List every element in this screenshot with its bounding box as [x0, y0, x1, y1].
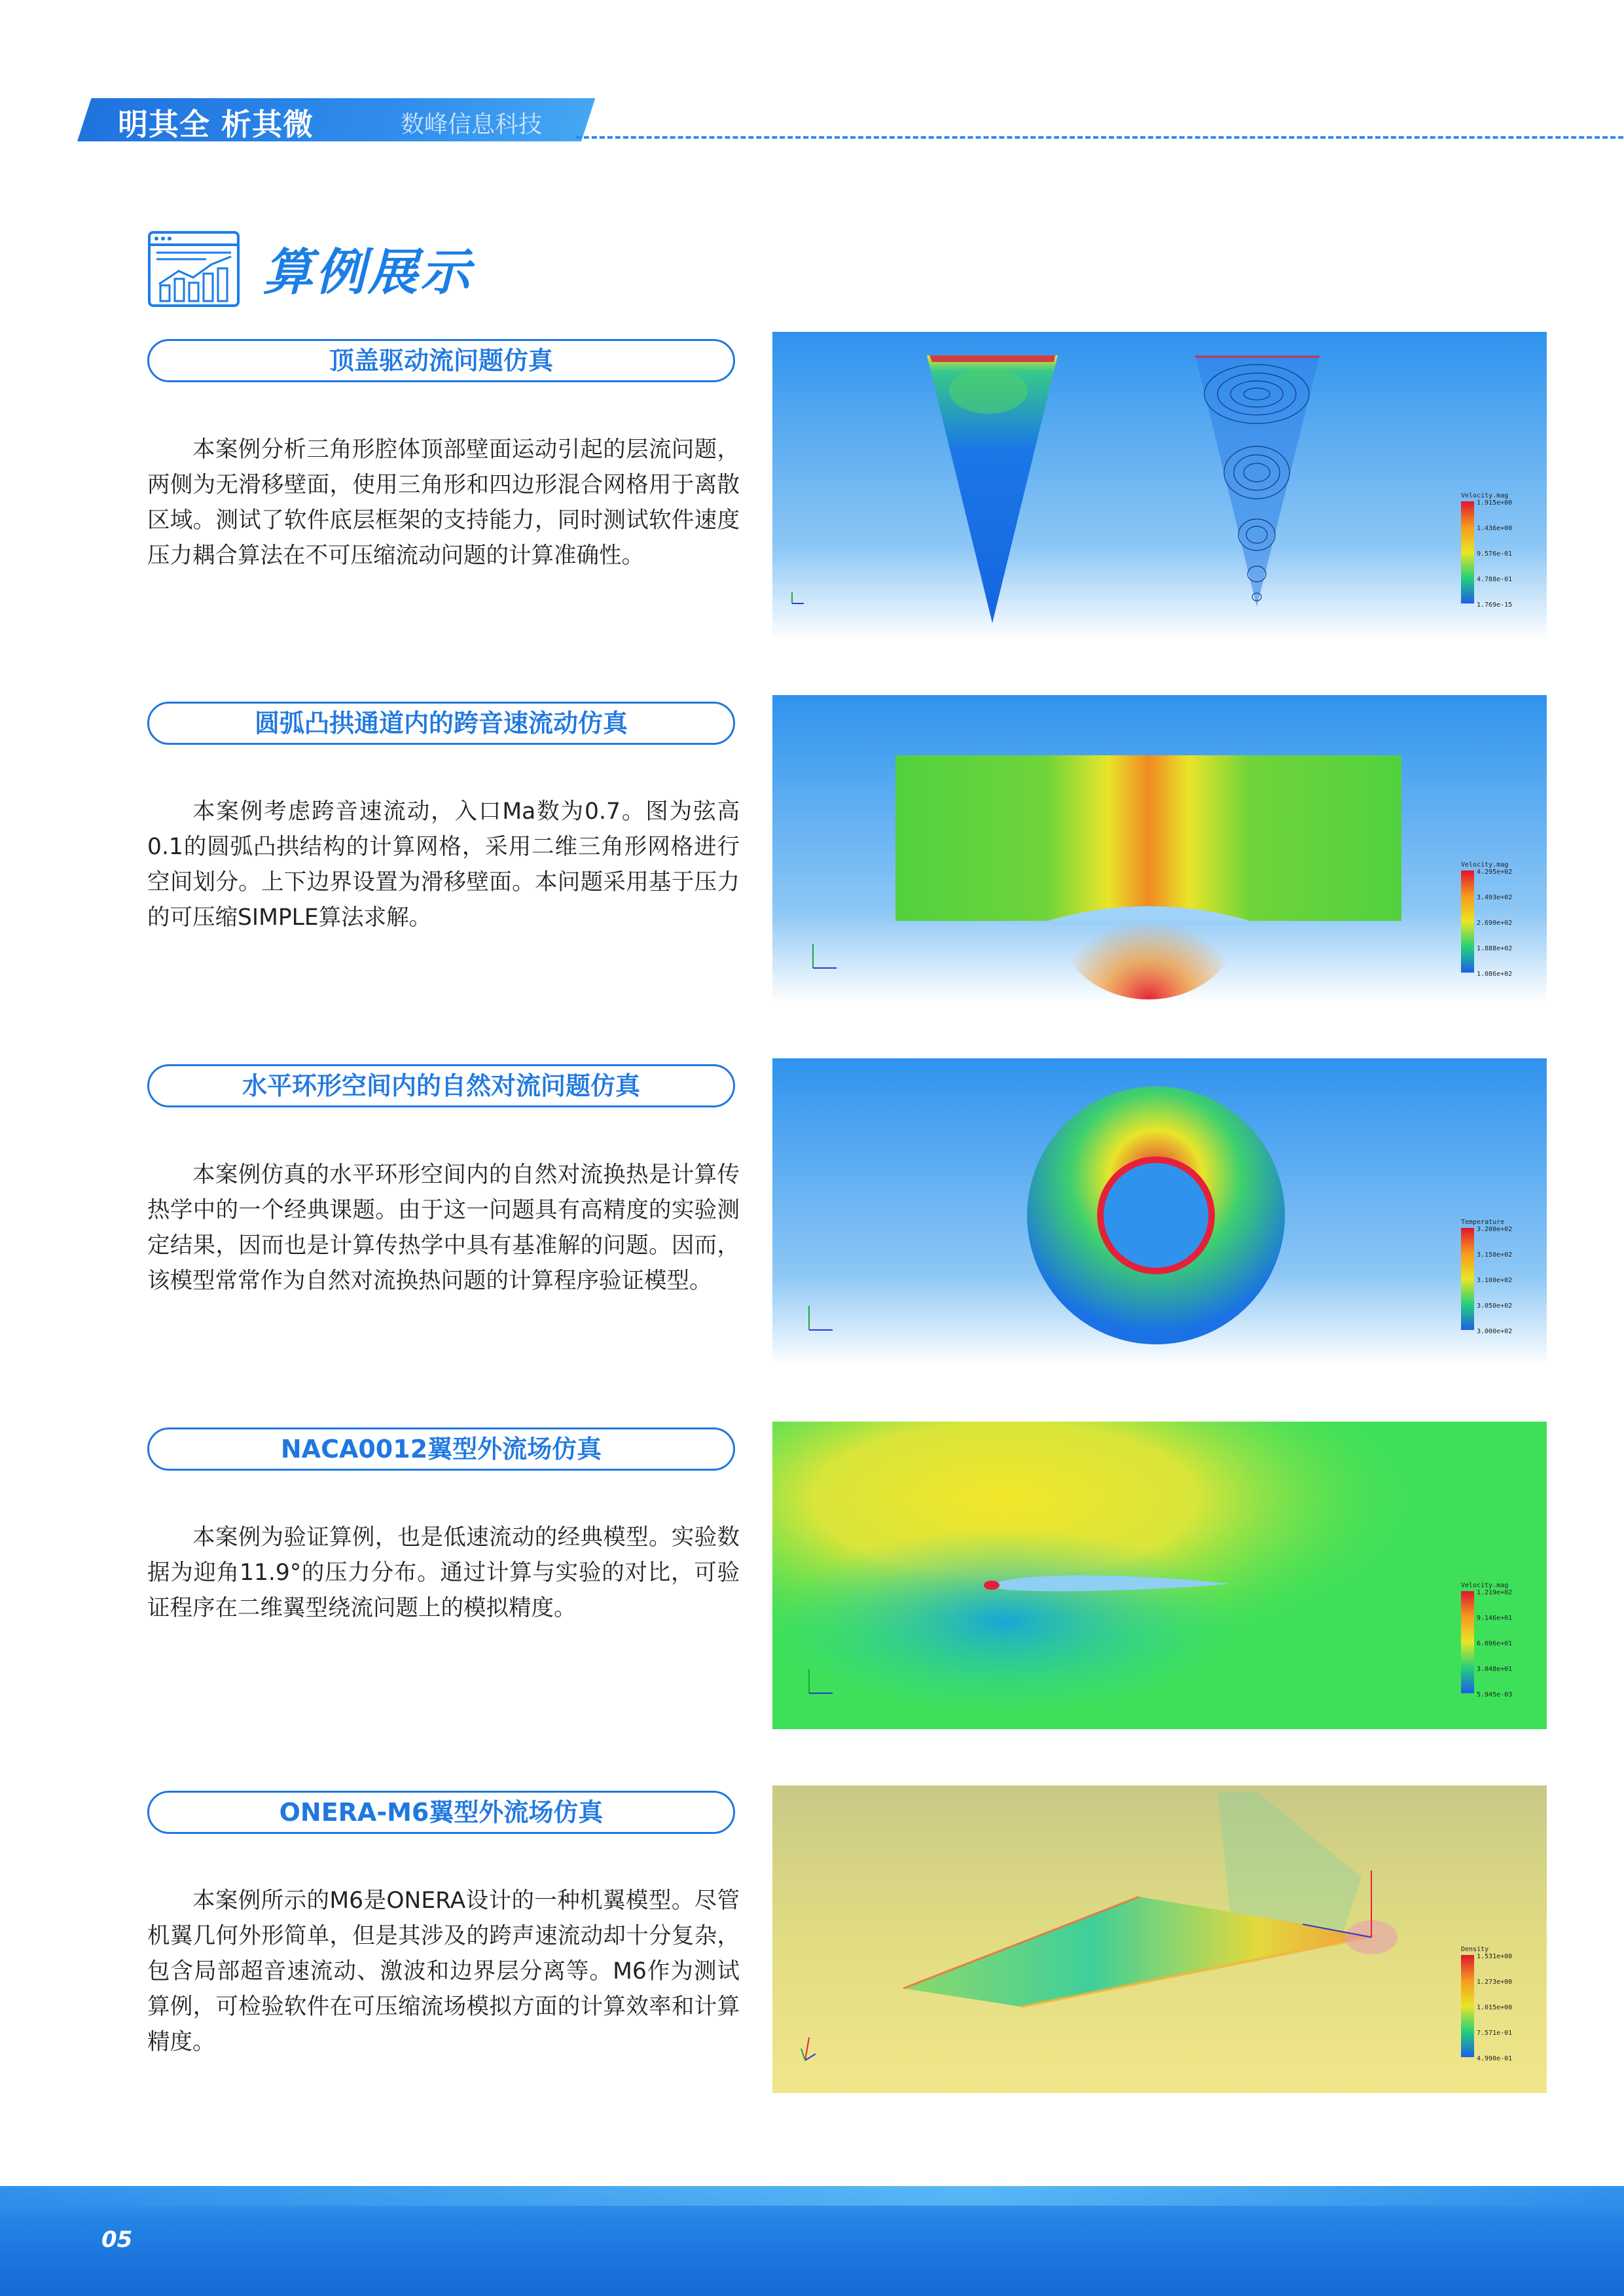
case-3-legend-tick: 3.150e+02	[1477, 1251, 1513, 1259]
case-1-simulation-image	[772, 332, 1547, 639]
header-title: 明其全 析其微	[118, 107, 314, 142]
case-2-label: 圆弧凸拱通道内的跨音速流动仿真	[147, 702, 735, 745]
section-title: 算例展示	[263, 243, 473, 301]
case-1-legend-tick: 1.769e-15	[1477, 601, 1513, 609]
case-1-legend-tick: 4.788e-01	[1477, 576, 1513, 583]
case-1-legend-tick: 1.436e+00	[1477, 525, 1513, 532]
case-1-label: 顶盖驱动流问题仿真	[147, 339, 735, 382]
case-5-legend-tick: 1.015e+00	[1477, 2004, 1513, 2011]
footer-stripe	[0, 2186, 1624, 2206]
case-4-legend-tick: 6.096e+01	[1477, 1640, 1513, 1647]
case-4-text: 本案例为验证算例，也是低速流动的经典模型。实验数据为迎角11.9°的压力分布。通过计算与实验的对比，可验证程序在二维翼型绕流问题上的模拟精度。	[147, 1524, 740, 1621]
case-1-legend-title: Velocity.mag	[1461, 492, 1509, 499]
header-band	[0, 98, 1624, 144]
case-1-legend-tick: 1.915e+00	[1477, 499, 1513, 507]
case-4-legend-tick: 3.048e+01	[1477, 1666, 1513, 1673]
case-2-text: 本案例考虑跨音速流动，入口Ma数为0.7。图为弦高0.1的圆弧凸拱结构的计算网格，采用二维三角形网格进行空间划分。上下边界设置为滑移壁面。本问题采用基于压力的可压缩SIMPLE算法求解。	[147, 798, 740, 931]
case-4-legend-tick: 5.945e-03	[1477, 1691, 1513, 1698]
case-3-legend-title: Temperature	[1461, 1219, 1505, 1226]
case-4-label: NACA0012翼型外流场仿真	[147, 1427, 735, 1471]
case-3-text: 本案例仿真的水平环形空间内的自然对流换热是计算传热学中的一个经典课题。由于这一问题具有高精度的实验测定结果，因而也是计算传热学中具有基准解的问题。因而，该模型常常作为自然对流换热问题的计算程序验证模型。	[147, 1162, 740, 1294]
case-4-legend-tick: 9.146e+01	[1477, 1615, 1513, 1622]
case-4-legend-title: Velocity.mag	[1461, 1582, 1509, 1589]
case-5-label: ONERA-M6翼型外流场仿真	[147, 1791, 735, 1834]
case-2-legend-tick: 4.295e+02	[1477, 869, 1513, 876]
case-5-legend-tick: 1.531e+00	[1477, 1953, 1513, 1960]
case-2-legend-title: Velocity.mag	[1461, 861, 1509, 869]
case-2-legend-tick: 3.493e+02	[1477, 894, 1513, 901]
header-subtitle: 数峰信息科技	[401, 111, 543, 138]
case-1-text: 本案例分析三角形腔体顶部壁面运动引起的层流问题，两侧为无滑移壁面，使用三角形和四边形混合网格用于离散区域。测试了软件底层框架的支持能力，同时测试软件速度压力耦合算法在不可压缩流动问题的计算准确性。	[147, 437, 740, 569]
case-3-simulation-image	[772, 1058, 1547, 1366]
case-3-legend-tick: 3.200e+02	[1477, 1226, 1513, 1233]
chart-window-icon	[147, 230, 240, 308]
page-number: 05	[101, 2227, 133, 2253]
case-2-simulation-image	[772, 695, 1547, 1003]
case-4-legend-tick: 1.219e+02	[1477, 1589, 1513, 1596]
case-5-simulation-image	[772, 1785, 1547, 2093]
case-5-legend-tick: 1.273e+00	[1477, 1979, 1513, 1986]
case-5-legend-tick: 7.571e-01	[1477, 2030, 1513, 2037]
case-3-legend-tick: 3.100e+02	[1477, 1277, 1513, 1284]
case-5-text: 本案例所示的M6是ONERA设计的一种机翼模型。尽管机翼几何外形简单，但是其涉及的跨声速流动却十分复杂，包含局部超音速流动、激波和边界层分离等。M6作为测试算例，可检验软件在可压缩流场模拟方面的计算效率和计算精度。	[147, 1888, 740, 2055]
case-5-legend-title: Density	[1461, 1946, 1489, 1953]
case-3-legend-tick: 3.050e+02	[1477, 1302, 1513, 1310]
case-5-legend-tick: 4.990e-01	[1477, 2055, 1513, 2062]
case-2-legend-tick: 1.086e+02	[1477, 971, 1513, 978]
case-3-legend-tick: 3.000e+02	[1477, 1328, 1513, 1335]
case-1-legend-tick: 9.576e-01	[1477, 550, 1513, 558]
case-2-legend-tick: 1.888e+02	[1477, 945, 1513, 952]
header-dashed-line	[576, 136, 1623, 139]
case-3-label: 水平环形空间内的自然对流问题仿真	[147, 1064, 735, 1107]
case-2-legend-tick: 2.690e+02	[1477, 920, 1513, 927]
case-4-simulation-image	[772, 1422, 1547, 1729]
